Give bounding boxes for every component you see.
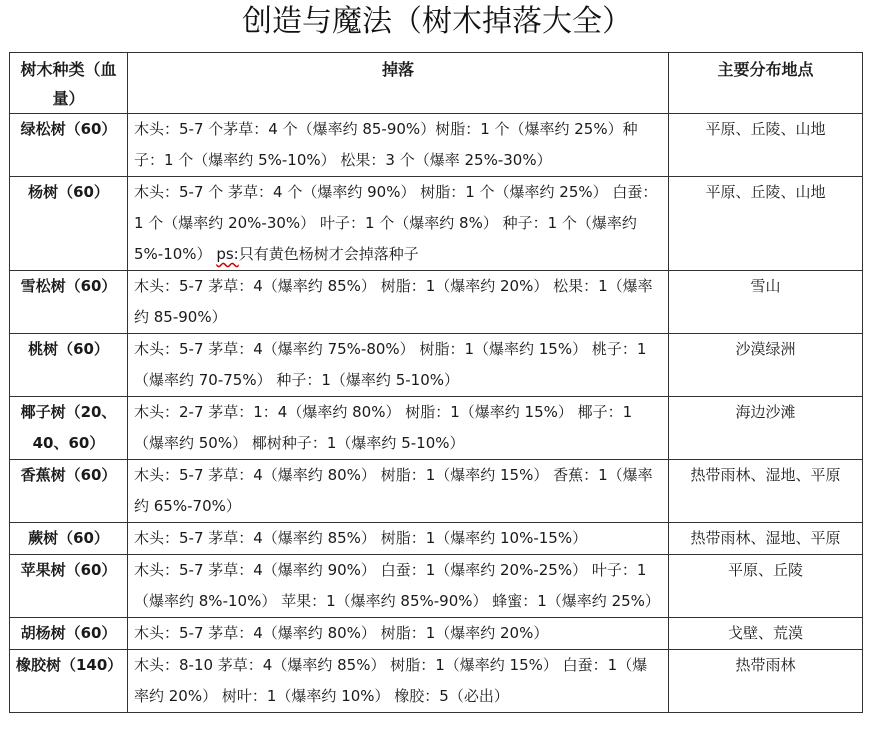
drop-list: 木头：2-7 茅草：1：4（爆率约 80%） 树脂：1（爆率约 15%） 椰子：1（爆率约 50%） 椰树种子：1（爆率约 5-10%） [128,397,669,460]
tree-name: 橡胶树（140） [10,650,128,713]
table-header-row [10,53,863,114]
table-row [10,523,863,555]
table-row [10,177,863,271]
drop-list: 木头：5-7 茅草：4（爆率约 85%） 树脂：1（爆率约 20%） 松果：1（爆率约 85-90%） [128,271,669,334]
tree-location: 热带雨林 [669,650,863,713]
table-row [10,618,863,650]
tree-location: 平原、丘陵 [669,555,863,618]
tree-name: 杨树（60） [10,177,128,271]
table-row [10,397,863,460]
tree-location: 戈壁、荒漠 [669,618,863,650]
tree-location: 热带雨林、湿地、平原 [669,523,863,555]
ps-label: ps: [216,245,239,263]
tree-name: 雪松树（60） [10,271,128,334]
table-row [10,460,863,523]
table-row [10,114,863,177]
drop-text: 木头：5-7 个 茅草：4 个（爆率约 90%） 树脂：1 个（爆率约 25%） 白蚕：1 个（爆率约 20%-30%） 叶子：1 个（爆率约 8%） 种子：1 个（爆率约 5%-10%） [134,183,658,263]
header-drops: 掉落 [128,53,669,114]
tree-name: 香蕉树（60） [10,460,128,523]
table-row [10,271,863,334]
table-row [10,650,863,713]
tree-name: 蕨树（60） [10,523,128,555]
tree-location: 雪山 [669,271,863,334]
tree-name: 椰子树（20、40、60） [10,397,128,460]
ps-note: 只有黄色杨树才会掉落种子 [238,245,419,263]
drop-list: 木头：8-10 茅草：4（爆率约 85%） 树脂：1（爆率约 15%） 白蚕：1（爆率约 20%） 树叶：1（爆率约 10%） 橡胶：5（必出） [128,650,669,713]
drop-list [128,177,669,271]
tree-location: 沙漠绿洲 [669,334,863,397]
table-row [10,555,863,618]
page-title: 创造与魔法（树木掉落大全） [242,4,632,39]
drop-list: 木头：5-7 茅草：4（爆率约 75%-80%） 树脂：1（爆率约 15%） 桃子：1（爆率约 70-75%） 种子：1（爆率约 5-10%） [128,334,669,397]
tree-location: 海边沙滩 [669,397,863,460]
tree-name: 绿松树（60） [10,114,128,177]
drop-list: 木头：5-7 茅草：4（爆率约 80%） 树脂：1（爆率约 15%） 香蕉：1（爆率约 65%-70%） [128,460,669,523]
drop-list: 木头：5-7 茅草：4（爆率约 90%） 白蚕：1（爆率约 20%-25%） 叶子：1（爆率约 8%-10%） 苹果：1（爆率约 85%-90%） 蜂蜜：1（爆率约 25%） [128,555,669,618]
tree-name: 桃树（60） [10,334,128,397]
drop-list: 木头：5-7 茅草：4（爆率约 85%） 树脂：1（爆率约 10%-15%） [128,523,669,555]
tree-name: 苹果树（60） [10,555,128,618]
tree-name: 胡杨树（60） [10,618,128,650]
tree-drops-table [9,52,863,713]
header-location: 主要分布地点 [669,53,863,114]
tree-location: 平原、丘陵、山地 [669,114,863,177]
drop-list: 木头：5-7 个茅草：4 个（爆率约 85-90%）树脂：1 个（爆率约 25%）种子：1 个（爆率约 5%-10%） 松果：3 个（爆率 25%-30%） [128,114,669,177]
table-row [10,334,863,397]
drop-list: 木头：5-7 茅草：4（爆率约 80%） 树脂：1（爆率约 20%） [128,618,669,650]
tree-location: 平原、丘陵、山地 [669,177,863,271]
header-tree-type: 树木种类（血量） [10,53,128,114]
tree-location: 热带雨林、湿地、平原 [669,460,863,523]
